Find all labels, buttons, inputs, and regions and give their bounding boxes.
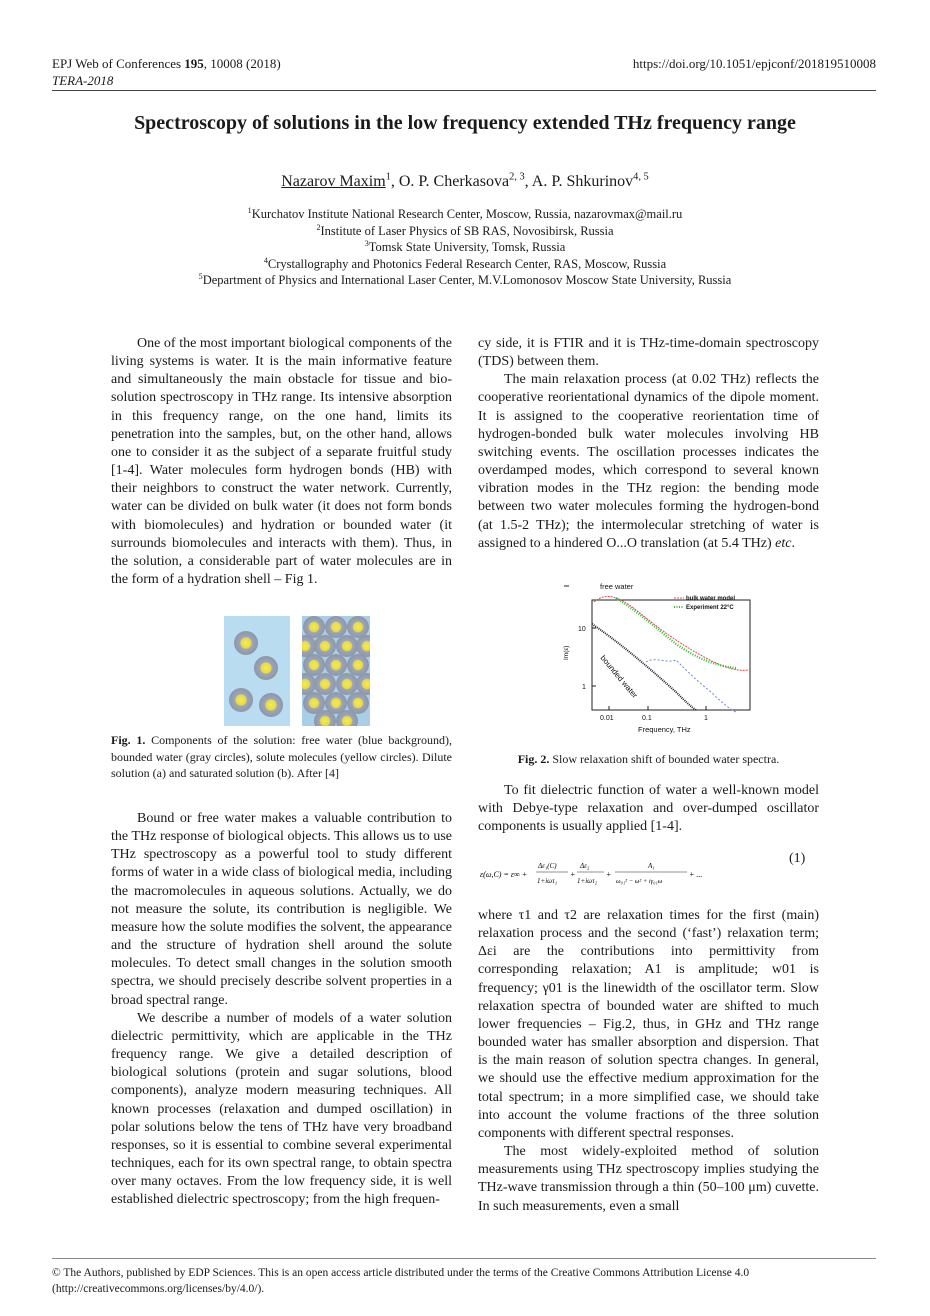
- running-header: [52, 55, 281, 72]
- license-text: © The Authors, published by EDP Sciences. This is an open access article distributed under the terms of the Creative Commons Attribution License 4.0: [52, 1267, 750, 1279]
- x-tick-label: 1: [704, 715, 708, 722]
- y-tick-label: 1: [582, 684, 586, 691]
- x-tick-label: 0.1: [642, 715, 652, 722]
- y-axis-label: Im(ε): [563, 645, 570, 660]
- figure-2-caption: Fig. 2. Slow relaxation shift of bounded water spectra.: [517, 752, 780, 766]
- plot-frame: [592, 600, 750, 710]
- author-3: , A. P. Shkurinov: [524, 173, 634, 190]
- svg-text:ε(ω,C) = ε∞ +: ε(ω,C) = ε∞ +: [480, 870, 528, 879]
- x-axis-label: Frequency, THz: [638, 725, 691, 734]
- figure-2-chart: [556, 580, 756, 740]
- right-column-mid: [478, 782, 819, 836]
- paragraph: The main relaxation process (at 0.02 THz) reflects the cooperative reorientational dynamics of the dipole moment. It is assigned to the cooperative reorientation time of hydrogen-bonded bulk water molecules involving HB switching events. The oscillation processes indicates the overdamped modes, which correspond to several known vibration modes in the THz region: the bending mode between two water molecules forming the hydrogen-bond (at 1.5-2 THz); the intermolecular stretching of water is assigned to a hindered O...O translation (at 5.4 THz) etc.: [478, 372, 819, 551]
- journal-volume: 195: [184, 56, 204, 71]
- left-column-top: [111, 335, 452, 589]
- paragraph: We describe a number of models of a water solution dielectric permittivity, which are applicable in the THz frequency range. We give a detailed description of biological solutions (protein and sugar solutions, blood components), analyze modern measuring techniques. All known processes (relaxation and dumped oscillation) in polar solutions below the tens of THz have very broadband responses, so it is essential to combine several experimental techniques, each for its own spectral range, to obtain spectra over many octaves. From the low frequency side, it is well established dielectric spectroscopy; from the high frequen-: [111, 1010, 452, 1208]
- right-column-bottom: [478, 907, 819, 1216]
- saturated-solution-molecules: [294, 616, 370, 726]
- svg-text:+: +: [570, 870, 576, 879]
- label-bounded-water: bounded water: [598, 653, 640, 700]
- author-1: Nazarov Maxim: [281, 173, 386, 190]
- paragraph: where τ1 and τ2 are relaxation times for the first (main) relaxation process and the second (‘fast’) relaxation term; Δεi are the contributions into permittivity from corresponding relaxation; A1 is amplitude; w01 is frequency; γ01 is the linewidth of the oscillator term. Slow relaxation spectra of bounded water are shifted to much lower frequencies – Fig.2, thus, in GHz and THz range bounded water has smaller absorption and dispersion. That is the main reason of solution spectra changes. In general, we should use the effective medium approximation for the total spectrum; in a more simplified case, we should take into account the volume fractions of the three solution components with different spectral responses.: [478, 908, 819, 1141]
- paper-title: Spectroscopy of solutions in the low frequency extended THz frequency range: [134, 112, 796, 134]
- figure-1-image: [224, 616, 370, 726]
- journal-name: EPJ Web of Conferences: [52, 56, 185, 71]
- svg-text:+: +: [606, 870, 612, 879]
- paragraph: cy side, it is FTIR and it is THz-time-domain spectroscopy (TDS) between them.: [478, 336, 819, 370]
- doi-link[interactable]: https://doi.org/10.1051/epjconf/201819510008: [632, 56, 876, 71]
- legend-bulk-water-model: bulk water model: [686, 596, 736, 602]
- conference-name: TERA-2018: [52, 73, 114, 88]
- left-column-bottom: [111, 810, 452, 1209]
- paragraph: Bound or free water makes a valuable contribution to the THz response of biological objects. This allows us to use THz spectroscopy as a powerful tool to study different forms of water in a wide class of biological media, including the macromolecules in aqueous solutions. Actually, we do not measure the solute, its contribution is negligible. We measure how the solute modifies the solvent, the appearance and the structure of hydration shell around the solute molecules. To detect small changes in the solution smooth spectra, we should precisely describe solvent properties in a broad spectral range.: [111, 811, 452, 1008]
- svg-text:+ ...: + ...: [689, 870, 703, 879]
- svg-text:A₁: A₁: [648, 862, 655, 870]
- svg-text:Δε₁(C): Δε₁(C): [538, 862, 557, 870]
- author-list: Nazarov Maxim$^1$, O. P. Cherkasova$^{2, 3}$, A. P. Shkurinov$^{4, 5}$: [281, 171, 649, 190]
- equation-number: (1): [789, 851, 806, 866]
- svg-text:1+iωτ₁: 1+iωτ₁: [537, 877, 558, 885]
- y-tick-label: 10: [578, 626, 586, 633]
- affiliation-5: $^5$Department of Physics and International Laser Center, M.V.Lomonosov Moscow State University, Russia: [198, 271, 732, 287]
- license-link[interactable]: (http://creativecommons.org/licenses/by/4.0/).: [52, 1282, 265, 1295]
- header-rule: [52, 90, 876, 91]
- author-2: , O. P. Cherkasova: [390, 173, 510, 190]
- affiliation-4: $^4$Crystallography and Photonics Federal Research Center, RAS, Moscow, Russia: [263, 255, 667, 271]
- paragraph: The most widely-exploited method of solution measurements using THz spectroscopy implies studying the THz-wave transmission through a thin (50–100 μm) cuvette. In such measurements, even a small: [478, 1144, 819, 1214]
- paragraph: One of the most important biological components of the living systems is water. It is the main informative feature and simultaneously the main obstacle for tissue and bio-solution spectroscopy in THz range. Its intensive absorption in this frequency range, on the one hand, limits its penetration into the samples, but, on the other hand, allows one to consider it as the subject of a separate fruitful study [1-4]. Water molecules form hydrogen bonds (HB) with their neighbors to construct the water network. Currently, water can be divided on bulk water (it does not form bonds with biomolecules) and hydration or bounded water (it surrounds biomolecules and interacts with them). Thus, in the solution, a considerable part of water molecules are in the form of a hydration shell – Fig 1.: [111, 336, 452, 588]
- affiliation-2: $^2$Institute of Laser Physics of SB RAS, Novosibirsk, Russia: [316, 222, 614, 238]
- affiliation-3: $^3$Tomsk State University, Tomsk, Russia: [364, 238, 566, 254]
- legend-experiment: Experiment 22°C: [686, 605, 734, 611]
- figure-1-caption: Fig. 1. Components of the solution: free water (blue background), bounded water (gray circles), solute molecules (yellow circles). Dilute solution (a) and saturated solution (b). After [4]: [111, 733, 452, 780]
- affiliations: [100, 206, 830, 289]
- license-footer: [52, 1266, 882, 1297]
- svg-text:1+iωτ₂: 1+iωτ₂: [577, 877, 598, 885]
- affiliation-1: $^1$Kurchatov Institute National Research Center, Moscow, Russia, nazarovmax@mail.ru: [247, 205, 683, 221]
- x-tick-label: 0.01: [600, 715, 614, 722]
- footer-rule: [52, 1258, 876, 1259]
- model-component-line: [646, 660, 736, 712]
- right-column-top: [478, 335, 819, 553]
- figure-1: [224, 616, 370, 726]
- equation-1-image: [480, 858, 720, 892]
- svg-text:Δε₂: Δε₂: [580, 862, 590, 870]
- paragraph: To fit dielectric function of water a well-known model with Debye-type relaxation and over-dumped oscillator components is usually applied [1-4].: [478, 783, 819, 835]
- figure-2: [556, 580, 756, 740]
- equation-1: [480, 858, 720, 892]
- label-free-water: free water: [600, 582, 634, 591]
- svg-text:ω₀₁² − ω² + iγ₀₁ω: ω₀₁² − ω² + iγ₀₁ω: [616, 878, 663, 885]
- journal-issue: , 10008 (2018): [203, 56, 281, 71]
